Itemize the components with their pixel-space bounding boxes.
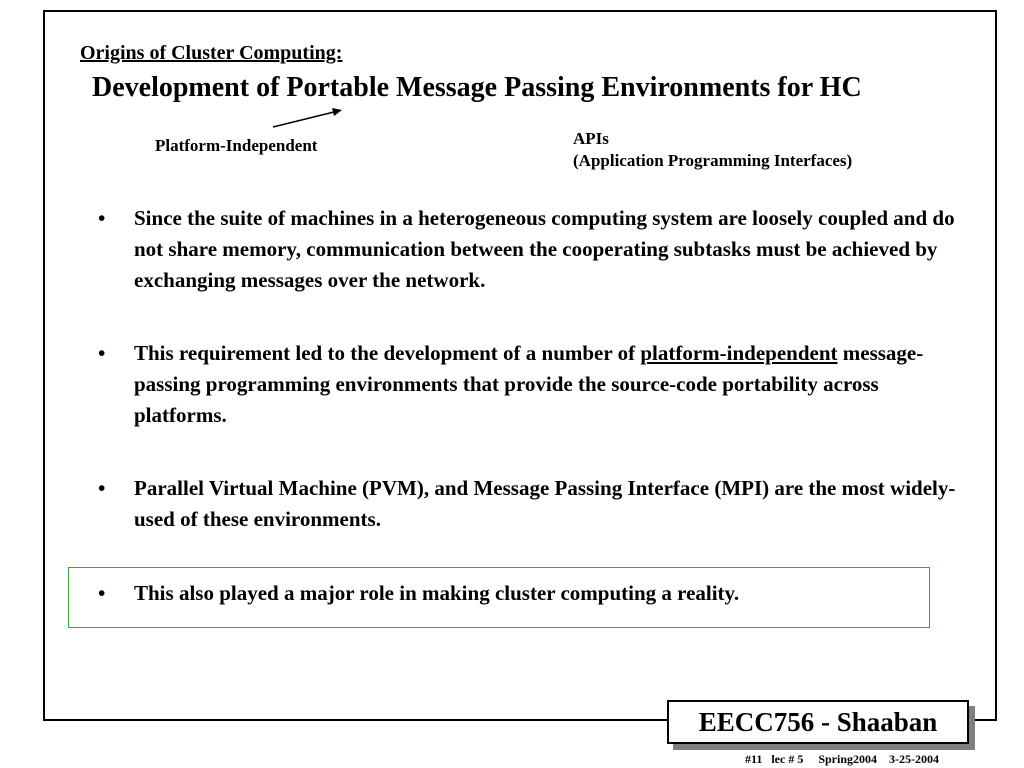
slide-supertitle: Origins of Cluster Computing: xyxy=(80,42,343,64)
bullet-dot: • xyxy=(98,581,106,605)
slide-title: Development of Portable Message Passing Environments for HC xyxy=(92,72,862,103)
bullet-text: Parallel Virtual Machine (PVM), and Message Passing Interface (MPI) are the most widely-used of these environments. xyxy=(134,476,956,531)
bullet-dot: • xyxy=(98,476,106,500)
bullet-item xyxy=(96,203,966,296)
bullet-text: This also played a major role in making cluster computing a reality. xyxy=(134,581,740,605)
annotation-apis-line1: APIs xyxy=(573,129,609,148)
bullet-list xyxy=(96,203,966,577)
annotation-apis xyxy=(573,128,852,172)
bullet-item xyxy=(96,338,966,431)
bullet-dot: • xyxy=(98,341,106,365)
bullet-text-before: This requirement led to the development of a number of xyxy=(134,341,641,365)
annotation-platform-independent: Platform-Independent xyxy=(155,136,318,155)
bullet-text-after: message-passing programming environments that provide the source-code portability across platforms. xyxy=(134,341,924,427)
bullet-item-highlighted xyxy=(96,578,926,609)
bullet-underlined-term: platform-independent xyxy=(640,341,838,365)
course-badge: EECC756 - Shaaban xyxy=(667,700,969,744)
slide-footer: #11 lec # 5 Spring2004 3-25-2004 xyxy=(745,752,939,766)
bullet-item xyxy=(96,473,966,535)
bullet-dot: • xyxy=(98,206,106,230)
annotation-apis-line2: (Application Programming Interfaces) xyxy=(573,151,853,170)
bullet-text: Since the suite of machines in a heterogeneous computing system are loosely coupled and do not share memory, communication between the cooperating subtasks must be achieved by exchanging messages over the network. xyxy=(134,206,955,292)
